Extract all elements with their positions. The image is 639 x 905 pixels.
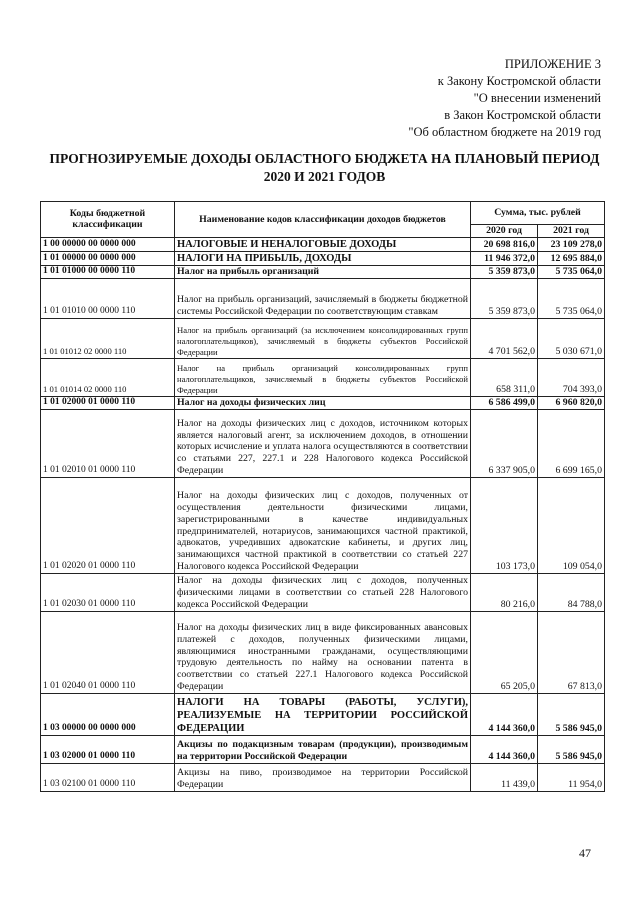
row-name: НАЛОГИ НА ПРИБЫЛЬ, ДОХОДЫ	[175, 251, 471, 265]
row-value-2021: 704 393,0	[538, 358, 605, 396]
title-line: 2020 И 2021 ГОДОВ	[263, 169, 386, 184]
row-code: 1 03 02000 01 0000 110	[41, 735, 175, 763]
row-code: 1 00 00000 00 0000 000	[41, 237, 175, 251]
row-code: 1 01 01014 02 0000 110	[41, 358, 175, 396]
appendix-line: к Закону Костромской области	[437, 74, 601, 88]
table-row	[41, 409, 605, 477]
row-name: НАЛОГОВЫЕ И НЕНАЛОГОВЫЕ ДОХОДЫ	[175, 237, 471, 251]
row-name: Налог на прибыль организаций консолидированных групп налогоплательщиков, зачисляемый в бюджеты субъектов Российской Федерации	[175, 358, 471, 396]
row-code: 1 01 02020 01 0000 110	[41, 477, 175, 573]
row-value-2020: 5 359 873,0	[471, 265, 538, 278]
table-row	[41, 278, 605, 318]
table-row	[41, 265, 605, 278]
row-code: 1 01 01012 02 0000 110	[41, 318, 175, 358]
appendix-line: "Об областном бюджете на 2019 год	[408, 125, 601, 139]
row-name: Налог на доходы физических лиц в виде фиксированных авансовых платежей с доходов, полученных физическими лицами, являющимися иностранными гражданами, осуществляющими трудовую деятельность по найму на основании патента в соответствии со статьей 227.1 Налогового кодекса Российской Федерации	[175, 611, 471, 693]
row-code: 1 03 02100 01 0000 110	[41, 763, 175, 791]
table-row	[41, 251, 605, 265]
row-code: 1 03 00000 00 0000 000	[41, 693, 175, 735]
row-value-2021: 11 954,0	[538, 763, 605, 791]
table-row	[41, 611, 605, 693]
row-name: Налог на прибыль организаций (за исключением консолидированных групп налогоплательщиков), зачисляемый в бюджеты субъектов Российской Федерации	[175, 318, 471, 358]
appendix-line: ПРИЛОЖЕНИЕ 3	[504, 57, 601, 71]
row-name: НАЛОГИ НА ТОВАРЫ (РАБОТЫ, УСЛУГИ), РЕАЛИЗУЕМЫЕ НА ТЕРРИТОРИИ РОССИЙСКОЙ ФЕДЕРАЦИИ	[175, 693, 471, 735]
row-value-2020: 4 144 360,0	[471, 735, 538, 763]
row-name: Налог на доходы физических лиц с доходов, источником которых является налоговый агент, за исключением доходов, в отношении которых исчисление и уплата налога осуществляются в соответствии со статьями 227, 227.1 и 228 Налогового кодекса Российской Федерации	[175, 409, 471, 477]
row-value-2021: 5 735 064,0	[538, 278, 605, 318]
row-value-2020: 6 337 905,0	[471, 409, 538, 477]
row-value-2021: 6 960 820,0	[538, 396, 605, 409]
row-value-2020: 20 698 816,0	[471, 237, 538, 251]
row-code: 1 01 02000 01 0000 110	[41, 396, 175, 409]
row-value-2021: 12 695 884,0	[538, 251, 605, 265]
row-value-2020: 11 439,0	[471, 763, 538, 791]
row-value-2021: 67 813,0	[538, 611, 605, 693]
row-code: 1 01 01000 00 0000 110	[41, 265, 175, 278]
row-name: Акцизы на пиво, производимое на территории Российской Федерации	[175, 763, 471, 791]
row-value-2021: 109 054,0	[538, 477, 605, 573]
header-year-2021: 2021 год	[538, 225, 605, 238]
appendix-line: в Закон Костромской области	[444, 108, 601, 122]
row-value-2020: 4 701 562,0	[471, 318, 538, 358]
row-name: Акцизы по подакцизным товарам (продукции), производимым на территории Российской Федерации	[175, 735, 471, 763]
row-name: Налог на доходы физических лиц с доходов, полученных от осуществления деятельности физическими лицами, зарегистрированными в качестве индивидуальных предпринимателей, нотариусов, занимающихся частной практикой, адвокатов, учредивших адвокатские кабинеты, и других лиц, занимающихся частной практикой в соответствии со статьей 227 Налогового кодекса Российской Федерации	[175, 477, 471, 573]
header-code: Коды бюджетной классификации	[41, 202, 175, 238]
appendix-line: "О внесении изменений	[473, 91, 601, 105]
row-name: Налог на прибыль организаций	[175, 265, 471, 278]
table-row	[41, 237, 605, 251]
row-value-2020: 103 173,0	[471, 477, 538, 573]
row-value-2021: 5 030 671,0	[538, 318, 605, 358]
header-name: Наименование кодов классификации доходов бюджетов	[175, 202, 471, 238]
header-year-2020: 2020 год	[471, 225, 538, 238]
revenue-table	[40, 201, 605, 792]
table-row	[41, 735, 605, 763]
row-value-2021: 5 586 945,0	[538, 735, 605, 763]
row-value-2020: 65 205,0	[471, 611, 538, 693]
title-line: ПРОГНОЗИРУЕМЫЕ ДОХОДЫ ОБЛАСТНОГО БЮДЖЕТА НА ПЛАНОВЫЙ ПЕРИОД	[49, 151, 600, 166]
table-row	[41, 693, 605, 735]
row-value-2020: 658 311,0	[471, 358, 538, 396]
row-value-2020: 11 946 372,0	[471, 251, 538, 265]
row-value-2021: 6 699 165,0	[538, 409, 605, 477]
document-title	[40, 150, 609, 186]
row-value-2021: 5 735 064,0	[538, 265, 605, 278]
table-row	[41, 763, 605, 791]
table-row	[41, 573, 605, 611]
appendix-heading	[408, 56, 601, 141]
row-value-2020: 6 586 499,0	[471, 396, 538, 409]
row-code: 1 01 02030 01 0000 110	[41, 573, 175, 611]
table-row	[41, 358, 605, 396]
row-code: 1 01 02040 01 0000 110	[41, 611, 175, 693]
row-code: 1 01 00000 00 0000 000	[41, 251, 175, 265]
table-row	[41, 477, 605, 573]
row-name: Налог на прибыль организаций, зачисляемый в бюджеты бюджетной системы Российской Федерации по соответствующим ставкам	[175, 278, 471, 318]
row-value-2021: 84 788,0	[538, 573, 605, 611]
row-value-2020: 5 359 873,0	[471, 278, 538, 318]
row-code: 1 01 01010 00 0000 110	[41, 278, 175, 318]
row-value-2020: 80 216,0	[471, 573, 538, 611]
table-row	[41, 318, 605, 358]
row-code: 1 01 02010 01 0000 110	[41, 409, 175, 477]
row-name: Налог на доходы физических лиц	[175, 396, 471, 409]
table-row	[41, 396, 605, 409]
row-value-2021: 23 109 278,0	[538, 237, 605, 251]
row-value-2020: 4 144 360,0	[471, 693, 538, 735]
page-number: 47	[579, 846, 591, 860]
row-name: Налог на доходы физических лиц с доходов, полученных физическими лицами в соответствии со статьей 228 Налогового кодекса Российской Федерации	[175, 573, 471, 611]
row-value-2021: 5 586 945,0	[538, 693, 605, 735]
header-sum: Сумма, тыс. рублей	[471, 202, 605, 225]
